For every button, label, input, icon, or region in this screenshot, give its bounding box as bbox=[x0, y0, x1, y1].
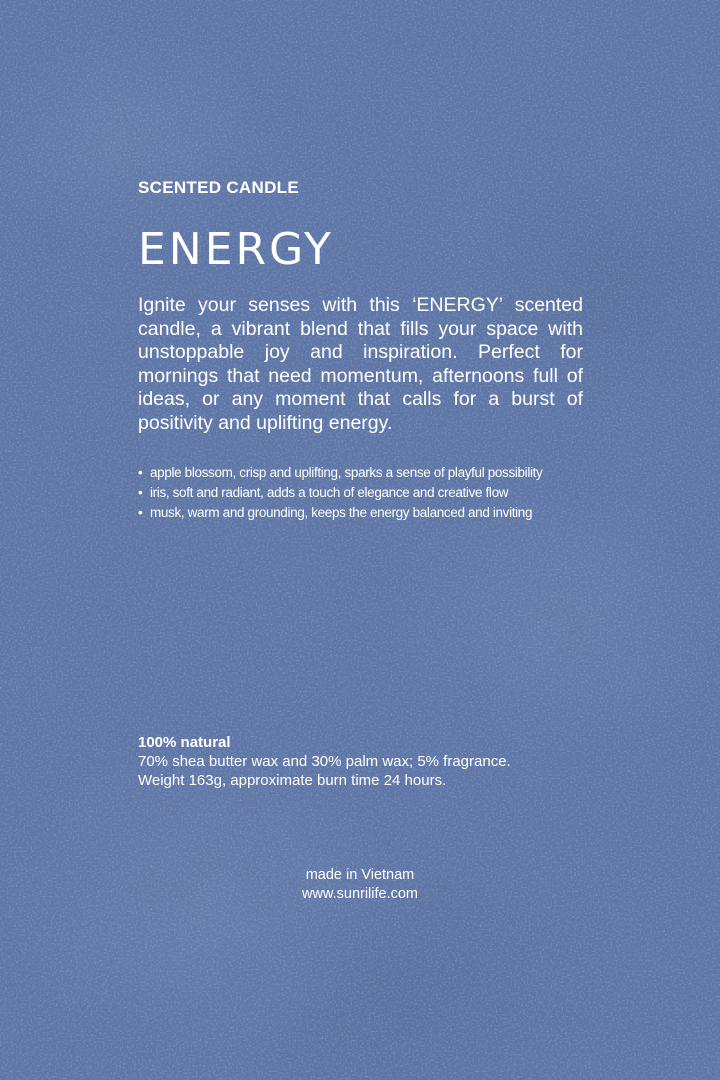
scent-note-item: • apple blossom, crisp and uplifting, sparks a sense of playful possibility bbox=[138, 463, 608, 483]
product-description: Ignite your senses with this ‘ENERGY’ scented candle, a vibrant blend that fills your space with unstoppable joy and inspiration. Perfect for mornings that need momentum, afternoons full of ideas, or any moment that calls for a burst of positivity and uplifting energy. bbox=[138, 294, 583, 434]
footer bbox=[0, 866, 720, 904]
composition-ingredients: 70% shea butter wax and 30% palm wax; 5% fragrance. bbox=[138, 753, 511, 770]
origin-text: made in Vietnam bbox=[305, 867, 415, 883]
scent-note-item: • musk, warm and grounding, keeps the energy balanced and inviting bbox=[138, 503, 608, 523]
product-category: SCENTED CANDLE bbox=[138, 178, 299, 197]
scent-notes-list bbox=[138, 463, 608, 523]
composition-label: 100% natural bbox=[138, 734, 231, 751]
composition-block bbox=[138, 733, 583, 790]
website-text: www.sunrilife.com bbox=[301, 886, 419, 902]
scent-note-item: • iris, soft and radiant, adds a touch of elegance and creative flow bbox=[138, 483, 608, 503]
product-name: ENERGY bbox=[138, 224, 334, 275]
composition-weight-burn: Weight 163g, approximate burn time 24 hours. bbox=[138, 772, 447, 789]
